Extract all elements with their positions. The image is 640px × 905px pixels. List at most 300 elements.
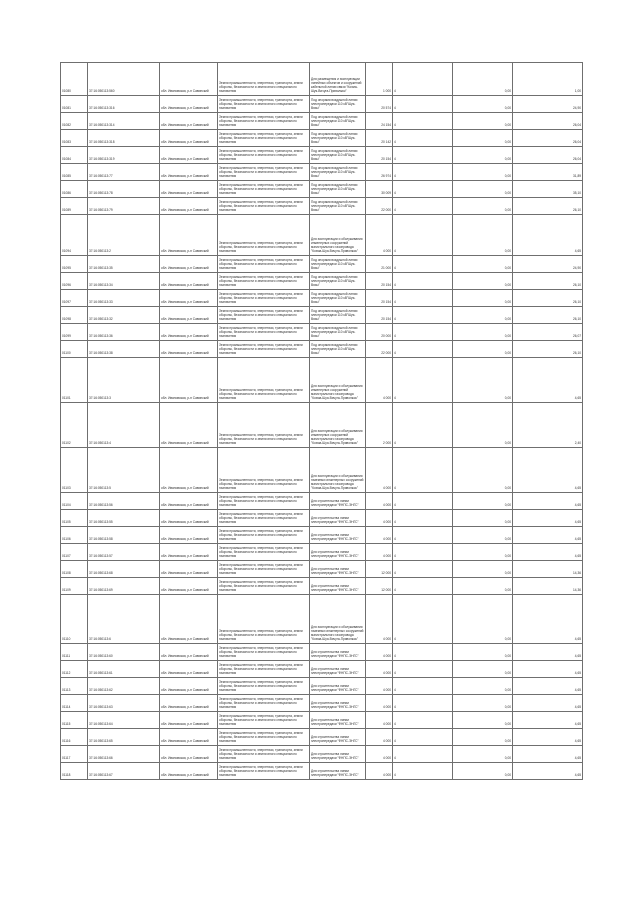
row-id-cell: 01106 — [61, 527, 88, 544]
address-cell: обл. Ивановская, р-н Савинский — [160, 644, 218, 661]
rate-cell: 0,00 — [453, 493, 513, 510]
table-row — [61, 403, 583, 448]
address-cell: обл. Ивановская, р-н Савинский — [160, 527, 218, 544]
row-id-cell: 01113 — [61, 678, 88, 695]
value-cell: 4,65 — [513, 644, 583, 661]
rate-cell: 0,00 — [453, 578, 513, 595]
table-row — [61, 763, 583, 780]
cadastral-number-cell: 37:16:050113:63 — [88, 695, 160, 712]
rate-cell: 0,00 — [453, 358, 513, 403]
area-cell: 24 154 — [366, 113, 393, 130]
permitted-use-cell: Для строительства линии электропередачи "ФНПС-ЭНГС" — [310, 578, 366, 595]
address-cell: обл. Ивановская, р-н Савинский — [160, 678, 218, 695]
land-category-cell: Земли промышленности, энергетики, транспорта, земли обороны, безопасности и земли иного специального назначения — [218, 290, 310, 307]
table-row — [61, 215, 583, 256]
address-cell: обл. Ивановская, р-н Савинский — [160, 763, 218, 780]
area-cell: 20 154 — [366, 147, 393, 164]
address-cell: обл. Ивановская, р-н Савинский — [160, 96, 218, 113]
permitted-use-cell: Для эксплуатации и обслуживания инженерных сооружений магистрального газопровода "Кохма-Шуя-Вичуга-Приволжск" — [310, 358, 366, 403]
value-cell: 26,04 — [513, 130, 583, 147]
land-category-cell: Земли промышленности, энергетики, транспорта, земли обороны, безопасности и земли иного специального назначения — [218, 198, 310, 215]
table-row — [61, 712, 583, 729]
value-cell: 4,65 — [513, 215, 583, 256]
area-cell: 4 000 — [366, 595, 393, 644]
coefficient-cell: 4 — [393, 290, 453, 307]
address-cell: обл. Ивановская, р-н Савинский — [160, 164, 218, 181]
land-category-cell: Земли промышленности, энергетики, транспорта, земли обороны, безопасности и земли иного специального назначения — [218, 695, 310, 712]
table-row — [61, 324, 583, 341]
area-cell: 30 009 — [366, 181, 393, 198]
permitted-use-cell: Под опорами воздушной линии электропередачи 110 кВ"Шуя-Вязы" — [310, 113, 366, 130]
land-category-cell: Земли промышленности, энергетики, транспорта, земли обороны, безопасности и земли иного специального назначения — [218, 544, 310, 561]
table-row — [61, 181, 583, 198]
row-id-cell: 01095 — [61, 256, 88, 273]
rate-cell: 0,00 — [453, 324, 513, 341]
coefficient-cell: 4 — [393, 595, 453, 644]
coefficient-cell: 4 — [393, 544, 453, 561]
value-cell: 26,10 — [513, 198, 583, 215]
area-cell: 12 000 — [366, 561, 393, 578]
rate-cell: 0,00 — [453, 661, 513, 678]
permitted-use-cell: Для строительства линии электропередачи "ФНПС-ЭНГС" — [310, 561, 366, 578]
cadastral-number-cell: 37:16:050113:318 — [88, 130, 160, 147]
value-cell: 4,65 — [513, 695, 583, 712]
land-category-cell: Земли промышленности, энергетики, транспорта, земли обороны, безопасности и земли иного специального назначения — [218, 661, 310, 678]
permitted-use-cell: Под опорами воздушной линии электропередачи 110 кВ"Шуя-Вязы" — [310, 164, 366, 181]
coefficient-cell: 4 — [393, 493, 453, 510]
land-category-cell: Земли промышленности, энергетики, транспорта, земли обороны, безопасности и земли иного специального назначения — [218, 273, 310, 290]
permitted-use-cell: Для строительства линии электропередачи "ФНПС-ЭНГС" — [310, 746, 366, 763]
cadastral-number-cell: 37:16:050113:5 — [88, 448, 160, 493]
coefficient-cell: 4 — [393, 746, 453, 763]
coefficient-cell: 4 — [393, 273, 453, 290]
row-id-cell: 01084 — [61, 147, 88, 164]
land-category-cell: Земли промышленности, энергетики, транспорта, земли обороны, безопасности и земли иного специального назначения — [218, 644, 310, 661]
row-id-cell: 01105 — [61, 510, 88, 527]
address-cell: обл. Ивановская, р-н Савинский — [160, 578, 218, 595]
value-cell: 4,65 — [513, 510, 583, 527]
address-cell: обл. Ивановская, р-н Савинский — [160, 130, 218, 147]
table-row — [61, 273, 583, 290]
land-category-cell: Земли промышленности, энергетики, транспорта, земли обороны, безопасности и земли иного специального назначения — [218, 341, 310, 358]
address-cell: обл. Ивановская, р-н Савинский — [160, 561, 218, 578]
coefficient-cell: 4 — [393, 324, 453, 341]
address-cell: обл. Ивановская, р-н Савинский — [160, 256, 218, 273]
table-row — [61, 527, 583, 544]
cadastral-number-cell: 37:16:050113:33 — [88, 290, 160, 307]
row-id-cell: 01085 — [61, 164, 88, 181]
coefficient-cell: 4 — [393, 403, 453, 448]
land-category-cell: Земли промышленности, энергетики, транспорта, земли обороны, безопасности и земли иного специального назначения — [218, 527, 310, 544]
cadastral-number-cell: 37:16:050113:4 — [88, 403, 160, 448]
land-category-cell: Земли промышленности, энергетики, транспорта, земли обороны, безопасности и земли иного специального назначения — [218, 493, 310, 510]
value-cell: 4,65 — [513, 746, 583, 763]
land-category-cell: Земли промышленности, энергетики, транспорта, земли обороны, безопасности и земли иного специального назначения — [218, 358, 310, 403]
address-cell: обл. Ивановская, р-н Савинский — [160, 661, 218, 678]
row-id-cell: 01107 — [61, 544, 88, 561]
rate-cell: 0,00 — [453, 130, 513, 147]
row-id-cell: 01097 — [61, 290, 88, 307]
area-cell: 26 974 — [366, 164, 393, 181]
rate-cell: 0,00 — [453, 763, 513, 780]
address-cell: обл. Ивановская, р-н Савинский — [160, 358, 218, 403]
area-cell: 20 154 — [366, 273, 393, 290]
area-cell: 4 000 — [366, 510, 393, 527]
permitted-use-cell: Для строительства линии электропередачи "ФНПС-ЭНГС" — [310, 678, 366, 695]
row-id-cell: 01098 — [61, 307, 88, 324]
area-cell: 4 000 — [366, 493, 393, 510]
land-category-cell: Земли промышленности, энергетики, транспорта, земли обороны, безопасности и земли иного специального назначения — [218, 96, 310, 113]
value-cell: 4,65 — [513, 544, 583, 561]
value-cell: 1,00 — [513, 63, 583, 96]
table-row — [61, 96, 583, 113]
address-cell: обл. Ивановская, р-н Савинский — [160, 198, 218, 215]
area-cell: 20 142 — [366, 130, 393, 147]
permitted-use-cell: Для строительства линии электропередачи "ФНПС-ЭНГС" — [310, 544, 366, 561]
rate-cell: 0,00 — [453, 403, 513, 448]
area-cell: 1 000 — [366, 63, 393, 96]
permitted-use-cell: Для эксплуатации и обслуживания инженерных сооружений магистрального газопровода "Кохма-Шуя-Вичуга-Приволжск" — [310, 215, 366, 256]
cadastral-number-cell: 37:16:050113:69 — [88, 578, 160, 595]
cadastral-number-cell: 37:16:050113:38 — [88, 341, 160, 358]
cadastral-number-cell: 37:16:050113:64 — [88, 712, 160, 729]
permitted-use-cell: Под опорами воздушной линии электропередачи 110 кВ"Шуя-Вязы" — [310, 290, 366, 307]
row-id-cell: 01082 — [61, 113, 88, 130]
address-cell: обл. Ивановская, р-н Савинский — [160, 273, 218, 290]
rate-cell: 0,00 — [453, 746, 513, 763]
row-id-cell: 01117 — [61, 746, 88, 763]
address-cell: обл. Ивановская, р-н Савинский — [160, 63, 218, 96]
table-row — [61, 164, 583, 181]
table-row — [61, 130, 583, 147]
table-row — [61, 746, 583, 763]
cadastral-number-cell: 37:16:050113:3 — [88, 358, 160, 403]
land-category-cell: Земли промышленности, энергетики, транспорта, земли обороны, безопасности и земли иного специального назначения — [218, 678, 310, 695]
value-cell: 4,65 — [513, 661, 583, 678]
row-id-cell: 01110 — [61, 595, 88, 644]
cadastral-number-cell: 37:16:050113:560 — [88, 63, 160, 96]
cadastral-number-cell: 37:16:050113:35 — [88, 256, 160, 273]
coefficient-cell: 4 — [393, 181, 453, 198]
table-row — [61, 695, 583, 712]
coefficient-cell: 4 — [393, 448, 453, 493]
row-id-cell: 01083 — [61, 130, 88, 147]
rate-cell: 0,00 — [453, 164, 513, 181]
area-cell: 21 000 — [366, 256, 393, 273]
area-cell: 2 000 — [366, 403, 393, 448]
permitted-use-cell: Под опорами воздушной линии электропередачи 110 кВ"Шуя-Вязы" — [310, 273, 366, 290]
land-category-cell: Земли промышленности, энергетики, транспорта, земли обороны, безопасности и земли иного специального назначения — [218, 595, 310, 644]
table-row — [61, 358, 583, 403]
permitted-use-cell: Под опорами воздушной линии электропередачи 110 кВ"Шуя-Вязы" — [310, 256, 366, 273]
rate-cell: 0,00 — [453, 198, 513, 215]
value-cell: 4,65 — [513, 712, 583, 729]
land-category-cell: Земли промышленности, энергетики, транспорта, земли обороны, безопасности и земли иного специального назначения — [218, 510, 310, 527]
cadastral-number-cell: 37:16:050113:62 — [88, 678, 160, 695]
value-cell: 35,10 — [513, 181, 583, 198]
permitted-use-cell: Для строительства линии электропередачи "ФНПС-ЭНГС" — [310, 729, 366, 746]
land-plots-sheet — [60, 62, 582, 780]
rate-cell: 0,00 — [453, 307, 513, 324]
coefficient-cell: 4 — [393, 661, 453, 678]
address-cell: обл. Ивановская, р-н Савинский — [160, 493, 218, 510]
rate-cell: 0,00 — [453, 595, 513, 644]
cadastral-number-cell: 37:16:050113:2 — [88, 215, 160, 256]
rate-cell: 0,00 — [453, 712, 513, 729]
table-row — [61, 256, 583, 273]
cadastral-number-cell: 37:16:050113:6 — [88, 595, 160, 644]
coefficient-cell: 4 — [393, 358, 453, 403]
coefficient-cell: 4 — [393, 644, 453, 661]
row-id-cell: 01100 — [61, 341, 88, 358]
area-cell: 4 000 — [366, 729, 393, 746]
table-row — [61, 578, 583, 595]
table-row — [61, 307, 583, 324]
land-category-cell: Земли промышленности, энергетики, транспорта, земли обороны, безопасности и земли иного специального назначения — [218, 215, 310, 256]
value-cell: 4,65 — [513, 678, 583, 695]
permitted-use-cell: Под опорами воздушной линии электропередачи 110 кВ"Шуя-Вязы" — [310, 96, 366, 113]
table-row — [61, 113, 583, 130]
rate-cell: 0,00 — [453, 678, 513, 695]
area-cell: 4 000 — [366, 695, 393, 712]
coefficient-cell: 4 — [393, 712, 453, 729]
value-cell: 26,10 — [513, 307, 583, 324]
rate-cell: 0,00 — [453, 96, 513, 113]
cadastral-number-cell: 37:16:050113:68 — [88, 561, 160, 578]
coefficient-cell: 4 — [393, 164, 453, 181]
value-cell: 24,90 — [513, 96, 583, 113]
cadastral-number-cell: 37:16:050113:61 — [88, 661, 160, 678]
cadastral-number-cell: 37:16:050113:57 — [88, 544, 160, 561]
permitted-use-cell: Для строительства линии электропередачи "ФНПС-ЭНГС" — [310, 763, 366, 780]
cadastral-number-cell: 37:16:050113:34 — [88, 273, 160, 290]
permitted-use-cell: Для эксплуатации и обслуживания наземных инженерных сооружений магистрального газопровода "Кохма-Шуя-Вичуга-Приволжск" — [310, 448, 366, 493]
land-category-cell: Земли промышленности, энергетики, транспорта, земли обороны, безопасности и земли иного специального назначения — [218, 164, 310, 181]
table-row — [61, 644, 583, 661]
value-cell: 4,65 — [513, 729, 583, 746]
address-cell: обл. Ивановская, р-н Савинский — [160, 510, 218, 527]
permitted-use-cell: Для строительства линии электропередачи "ФНПС-ЭНГС" — [310, 527, 366, 544]
row-id-cell: 01115 — [61, 712, 88, 729]
row-id-cell: 01103 — [61, 448, 88, 493]
area-cell: 20 154 — [366, 307, 393, 324]
land-category-cell: Земли промышленности, энергетики, транспорта, земли обороны, безопасности и земли иного специального назначения — [218, 448, 310, 493]
area-cell: 4 000 — [366, 544, 393, 561]
permitted-use-cell: Для строительства линии электропередачи "ФНПС-ЭНГС" — [310, 661, 366, 678]
cadastral-number-cell: 37:16:050113:65 — [88, 729, 160, 746]
address-cell: обл. Ивановская, р-н Савинский — [160, 181, 218, 198]
permitted-use-cell: Под опорами воздушной линии электропередачи 110 кВ"Шуя-Вязы" — [310, 341, 366, 358]
cadastral-number-cell: 37:16:050113:58 — [88, 527, 160, 544]
table-row — [61, 290, 583, 307]
address-cell: обл. Ивановская, р-н Савинский — [160, 544, 218, 561]
land-category-cell: Земли промышленности, энергетики, транспорта, земли обороны, безопасности и земли иного специального назначения — [218, 181, 310, 198]
coefficient-cell: 4 — [393, 307, 453, 324]
coefficient-cell: 4 — [393, 510, 453, 527]
row-id-cell: 01102 — [61, 403, 88, 448]
coefficient-cell: 4 — [393, 198, 453, 215]
permitted-use-cell: Для эксплуатации и обслуживания наземных инженерных сооружений магистрального газопровода "Кохма-Шуя-Вичуга-Приволжск" — [310, 595, 366, 644]
area-cell: 22 000 — [366, 341, 393, 358]
row-id-cell: 01104 — [61, 493, 88, 510]
area-cell: 4 000 — [366, 448, 393, 493]
table-row — [61, 63, 583, 96]
row-id-cell: 01109 — [61, 578, 88, 595]
area-cell: 20 574 — [366, 96, 393, 113]
value-cell: 26,10 — [513, 341, 583, 358]
rate-cell: 0,00 — [453, 215, 513, 256]
row-id-cell: 01096 — [61, 273, 88, 290]
value-cell: 4,65 — [513, 448, 583, 493]
value-cell: 26,10 — [513, 290, 583, 307]
land-category-cell: Земли промышленности, энергетики, транспорта, земли обороны, безопасности и земли иного специального назначения — [218, 561, 310, 578]
rate-cell: 0,00 — [453, 273, 513, 290]
table-row — [61, 561, 583, 578]
coefficient-cell: 4 — [393, 763, 453, 780]
cadastral-number-cell: 37:16:050113:314 — [88, 113, 160, 130]
coefficient-cell: 4 — [393, 561, 453, 578]
value-cell: 26,10 — [513, 273, 583, 290]
rate-cell: 0,00 — [453, 510, 513, 527]
cadastral-number-cell: 37:16:050113:77 — [88, 164, 160, 181]
address-cell: обл. Ивановская, р-н Савинский — [160, 746, 218, 763]
rate-cell: 0,00 — [453, 729, 513, 746]
row-id-cell: 01086 — [61, 181, 88, 198]
row-id-cell: 01081 — [61, 96, 88, 113]
coefficient-cell: 4 — [393, 215, 453, 256]
row-id-cell: 01099 — [61, 324, 88, 341]
table-row — [61, 493, 583, 510]
row-id-cell: 01101 — [61, 358, 88, 403]
permitted-use-cell: Для строительства линии электропередачи "ФНПС-ЭНГС" — [310, 712, 366, 729]
address-cell: обл. Ивановская, р-н Савинский — [160, 595, 218, 644]
row-id-cell: 01116 — [61, 729, 88, 746]
cadastral-number-cell: 37:16:050113:32 — [88, 307, 160, 324]
permitted-use-cell: Под опорами воздушной линии электропередачи 110 кВ"Шуя-Вязы" — [310, 130, 366, 147]
coefficient-cell: 4 — [393, 341, 453, 358]
coefficient-cell: 4 — [393, 527, 453, 544]
permitted-use-cell: Для размещения и эксплуатации линейных объектов и сооружений кабельной линии связи "Кохма-Шуя-Вичуга-Приволжск" — [310, 63, 366, 96]
land-category-cell: Земли промышленности, энергетики, транспорта, земли обороны, безопасности и земли иного специального назначения — [218, 746, 310, 763]
value-cell: 26,07 — [513, 324, 583, 341]
area-cell: 4 000 — [366, 678, 393, 695]
area-cell: 4 000 — [366, 661, 393, 678]
rate-cell: 0,00 — [453, 63, 513, 96]
row-id-cell: 01108 — [61, 561, 88, 578]
row-id-cell: 01089 — [61, 198, 88, 215]
coefficient-cell: 4 — [393, 256, 453, 273]
rate-cell: 0,00 — [453, 256, 513, 273]
rate-cell: 0,00 — [453, 181, 513, 198]
value-cell: 14,36 — [513, 561, 583, 578]
coefficient-cell: 4 — [393, 130, 453, 147]
rate-cell: 0,00 — [453, 561, 513, 578]
cadastral-number-cell: 37:16:050113:56 — [88, 493, 160, 510]
table-row — [61, 147, 583, 164]
table-row — [61, 595, 583, 644]
coefficient-cell: 4 — [393, 96, 453, 113]
table-row — [61, 198, 583, 215]
area-cell: 4 000 — [366, 215, 393, 256]
value-cell: 4,65 — [513, 763, 583, 780]
area-cell: 20 154 — [366, 290, 393, 307]
address-cell: обл. Ивановская, р-н Савинский — [160, 341, 218, 358]
rate-cell: 0,00 — [453, 147, 513, 164]
address-cell: обл. Ивановская, р-н Савинский — [160, 448, 218, 493]
rate-cell: 0,00 — [453, 448, 513, 493]
permitted-use-cell: Под опорами воздушной линии электропередачи 110 кВ"Шуя-Вязы" — [310, 198, 366, 215]
value-cell: 2,40 — [513, 403, 583, 448]
permitted-use-cell: Для эксплуатации и обслуживания инженерных сооружений магистрального газопровода "Кохма-Шуя-Вичуга-Приволжск" — [310, 403, 366, 448]
permitted-use-cell: Для строительства линии электропередачи "ФНПС-ЭНГС" — [310, 644, 366, 661]
cadastral-number-cell: 37:16:050113:36 — [88, 324, 160, 341]
area-cell: 22 000 — [366, 198, 393, 215]
land-category-cell: Земли промышленности, энергетики, транспорта, земли обороны, безопасности и земли иного специального назначения — [218, 324, 310, 341]
land-category-cell: Земли промышленности, энергетики, транспорта, земли обороны, безопасности и земли иного специального назначения — [218, 712, 310, 729]
value-cell: 14,36 — [513, 578, 583, 595]
permitted-use-cell: Под опорами воздушной линии электропередачи 110 кВ"Шуя-Вязы" — [310, 324, 366, 341]
coefficient-cell: 4 — [393, 63, 453, 96]
value-cell: 4,65 — [513, 358, 583, 403]
cadastral-number-cell: 37:16:050113:60 — [88, 644, 160, 661]
coefficient-cell: 4 — [393, 113, 453, 130]
coefficient-cell: 4 — [393, 147, 453, 164]
table-row — [61, 661, 583, 678]
cadastral-number-cell: 37:16:050113:79 — [88, 198, 160, 215]
coefficient-cell: 4 — [393, 578, 453, 595]
cadastral-number-cell: 37:16:050113:55 — [88, 510, 160, 527]
permitted-use-cell: Под опорами воздушной линии электропередачи 110 кВ"Шуя-Вязы" — [310, 181, 366, 198]
land-plots-table — [60, 62, 583, 780]
table-row — [61, 510, 583, 527]
address-cell: обл. Ивановская, р-н Савинский — [160, 712, 218, 729]
value-cell: 26,04 — [513, 113, 583, 130]
permitted-use-cell: Под опорами воздушной линии электропередачи 110 кВ"Шуя-Вязы" — [310, 307, 366, 324]
land-category-cell: Земли промышленности, энергетики, транспорта, земли обороны, безопасности и земли иного специального назначения — [218, 578, 310, 595]
land-category-cell: Земли промышленности, энергетики, транспорта, земли обороны, безопасности и земли иного специального назначения — [218, 403, 310, 448]
row-id-cell: 01112 — [61, 661, 88, 678]
row-id-cell: 01111 — [61, 644, 88, 661]
rate-cell: 0,00 — [453, 695, 513, 712]
table-row — [61, 678, 583, 695]
permitted-use-cell: Для строительства линии электропередачи "ФНПС-ЭНГС" — [310, 493, 366, 510]
area-cell: 4 000 — [366, 644, 393, 661]
table-row — [61, 729, 583, 746]
address-cell: обл. Ивановская, р-н Савинский — [160, 729, 218, 746]
address-cell: обл. Ивановская, р-н Савинский — [160, 403, 218, 448]
area-cell: 4 000 — [366, 527, 393, 544]
land-category-cell: Земли промышленности, энергетики, транспорта, земли обороны, безопасности и земли иного специального назначения — [218, 256, 310, 273]
table-row — [61, 448, 583, 493]
coefficient-cell: 4 — [393, 695, 453, 712]
land-category-cell: Земли промышленности, энергетики, транспорта, земли обороны, безопасности и земли иного специального назначения — [218, 63, 310, 96]
cadastral-number-cell: 37:16:050113:78 — [88, 181, 160, 198]
land-category-cell: Земли промышленности, энергетики, транспорта, земли обороны, безопасности и земли иного специального назначения — [218, 130, 310, 147]
address-cell: обл. Ивановская, р-н Савинский — [160, 113, 218, 130]
value-cell: 4,65 — [513, 595, 583, 644]
area-cell: 20 000 — [366, 324, 393, 341]
row-id-cell: 01118 — [61, 763, 88, 780]
address-cell: обл. Ивановская, р-н Савинский — [160, 147, 218, 164]
area-cell: 4 000 — [366, 358, 393, 403]
cadastral-number-cell: 37:16:050113:319 — [88, 147, 160, 164]
area-cell: 4 000 — [366, 746, 393, 763]
land-category-cell: Земли промышленности, энергетики, транспорта, земли обороны, безопасности и земли иного специального назначения — [218, 113, 310, 130]
rate-cell: 0,00 — [453, 527, 513, 544]
area-cell: 4 000 — [366, 763, 393, 780]
value-cell: 4,65 — [513, 527, 583, 544]
rate-cell: 0,00 — [453, 341, 513, 358]
